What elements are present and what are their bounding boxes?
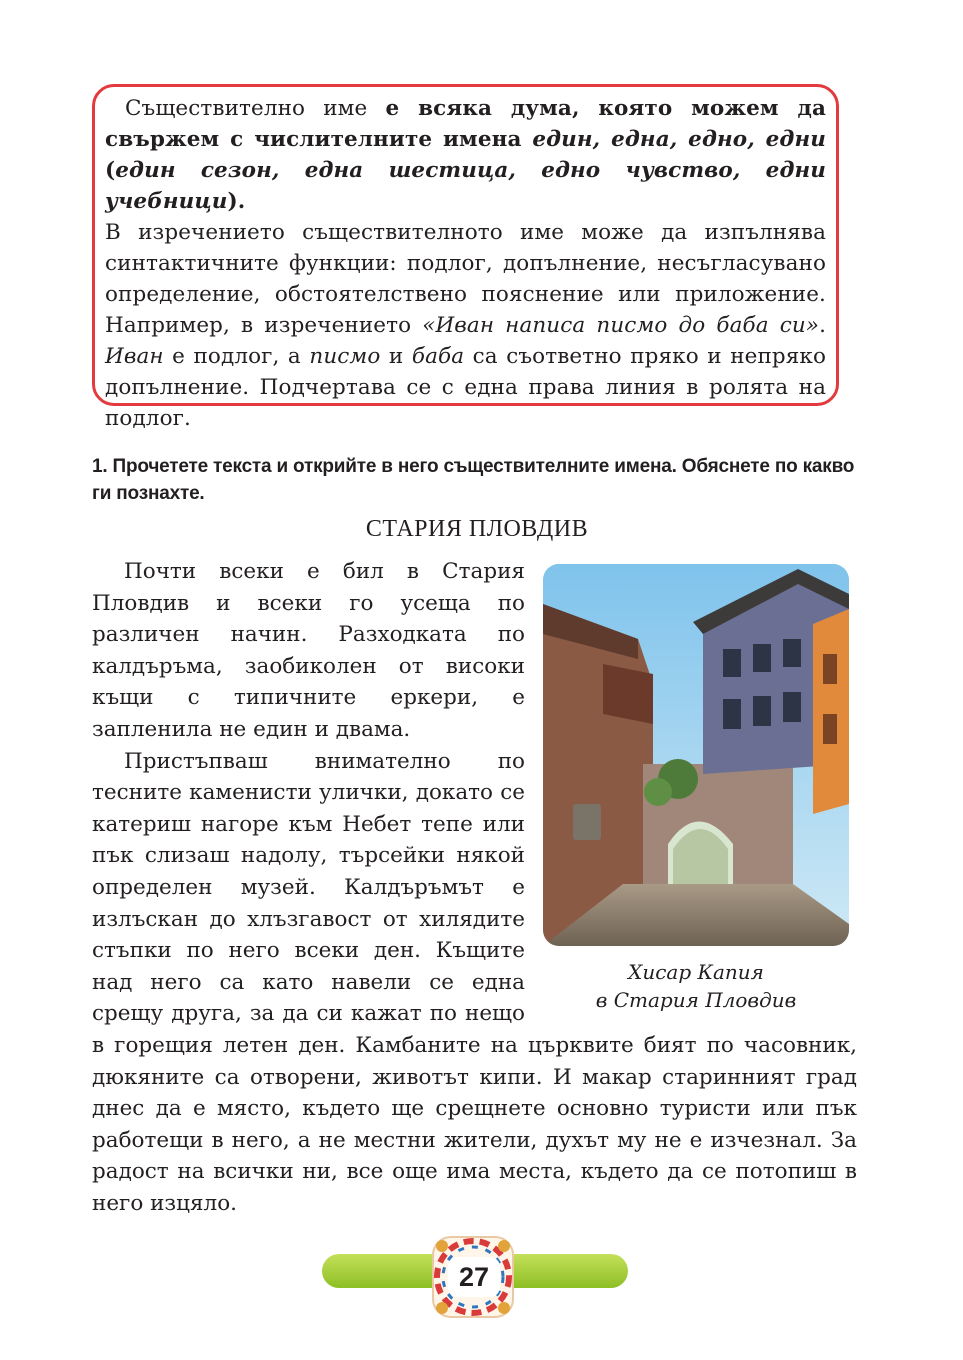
text-segment: и [380, 344, 412, 369]
story-paragraph-1: Почти всеки е бил в Стария Пловдив и всеки го усеща по различен начин. Разходката по калдъръма, заобиколен от високи къщи с типичните еркери, е запленила не един и двама. [92, 559, 525, 742]
punct: . [819, 313, 826, 338]
caption-line-2: в Стария Пловдив [595, 988, 797, 1012]
photo-figure [543, 564, 857, 1019]
page-number: 27 [448, 1257, 500, 1297]
definition-term: Съществително име [125, 96, 386, 121]
caption-line-1: Хисар Капия [628, 960, 764, 984]
task-instruction: 1. Прочетете текста и открийте в него съществителните имена. Обяснете по какво ги познахте. [92, 456, 855, 504]
example-word-pismo: писмо [309, 344, 381, 369]
story-paragraph-2: Пристъпваш внимателно по тесните каменисти улички, докато се катериш нагоре към Небет тепе или пък слизаш надолу, търсейки някой определен музей. Калдъръмът е излъскан до хлъзгавост от хилядите стъпки по него всеки ден. Къщите над него са като навели се една срещу друга, за да си кажат по нещо в горещия летен ден. Камбаните на църквите бият по часовник, дюкяните са отворени, животът кипи. И макар старинният град днес да е място, където ще срещнете основно туристи или пък работещи в него, а не местни жители, духът му не е изчезнал. За радост на всички ни, все още има места, където да се потопиш в него изцяло. [92, 748, 857, 1216]
photo-caption [543, 958, 849, 1014]
example-word-ivan: Иван [105, 344, 164, 369]
definition-examples: един сезон, една шестица, едно чувство, едни учебници [105, 158, 826, 214]
definition-paren-close: ). [227, 189, 246, 214]
text-segment: е подлог, а [163, 344, 310, 369]
definition-paren-open: ( [105, 158, 116, 183]
story-title: СТАРИЯ ПЛОВДИВ [365, 516, 589, 542]
story-body [92, 556, 857, 1219]
hisar-kapia-photo [543, 564, 849, 946]
definition-paragraph-2 [105, 217, 826, 434]
old-town-illustration [543, 564, 849, 946]
example-sentence: «Иван написа писмо до баба си» [422, 313, 820, 338]
definition-text: е всяка дума, която можем да свържем с числителните имена [105, 96, 826, 152]
definition-numerals: един, една, едно, едни [532, 127, 826, 152]
text-segment: са съответно пряко и непряко допълнение. Подчертава се с една права линия в ролята на подлог. [105, 344, 826, 431]
definition-paragraph-1 [105, 93, 826, 217]
definition-box [92, 84, 839, 431]
function-text: В изречението съществителното име може да изпълнява синтактичните функции: подлог, допълнение, несъгласувано определение, обстоятелствено пояснение или приложение. Например, в изречението [105, 220, 826, 338]
example-word-baba: баба [411, 344, 465, 369]
